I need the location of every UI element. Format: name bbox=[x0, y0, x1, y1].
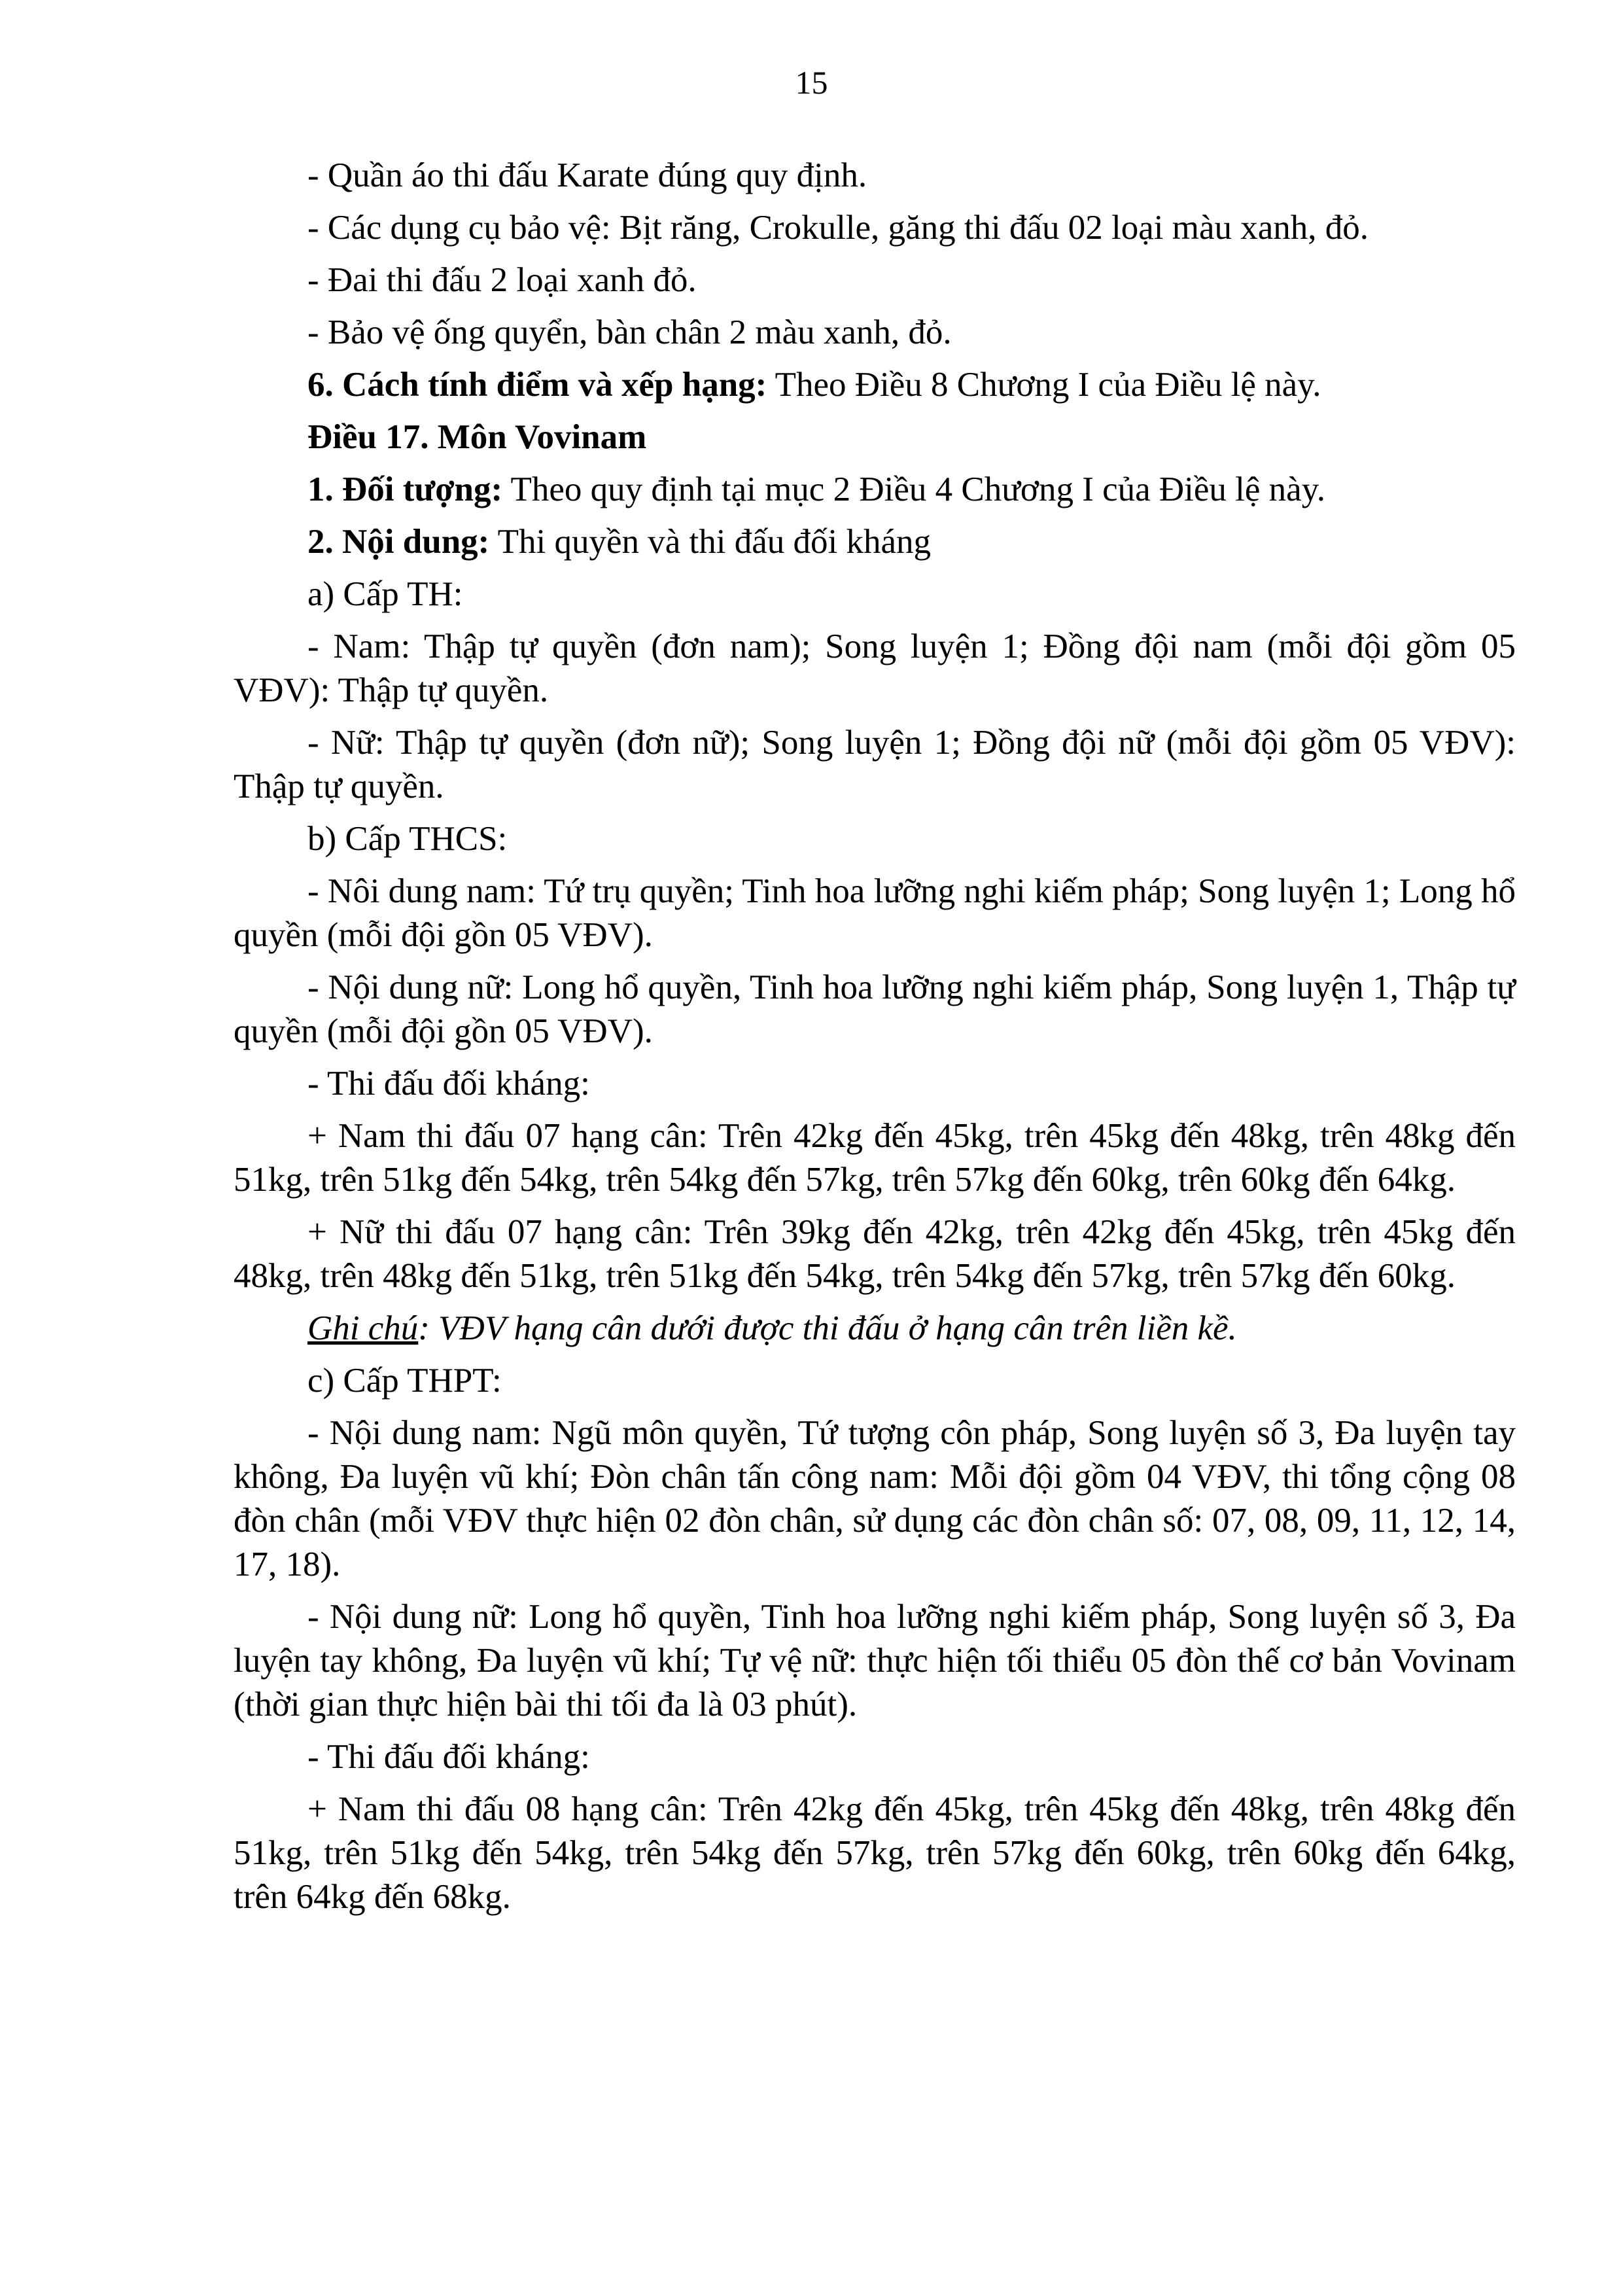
note-text: : VĐV hạng cân dưới được thi đấu ở hạng cân trên liền kề. bbox=[418, 1309, 1237, 1347]
level-item: - Nội dung nữ: Long hổ quyền, Tinh hoa lưỡng nghi kiếm pháp, Song luyện số 3, Đa luyện tay không, Đa luyện vũ khí; Tự vệ nữ: thực hiện tối thiểu 05 đòn thế cơ bản Vovinam (thời gian thực hiện bài thi tối đa là 03 phút). bbox=[234, 1598, 1516, 1723]
level-item: - Nam: Thập tự quyền (đơn nam); Song luyện 1; Đồng đội nam (mỗi đội gồm 05 VĐV): Thập tự quyền. bbox=[234, 627, 1516, 709]
document-body bbox=[234, 154, 1516, 1919]
note-label: Ghi chú bbox=[307, 1309, 419, 1347]
level-item: - Nội dung nữ: Long hổ quyền, Tinh hoa lưỡng nghi kiếm pháp, Song luyện 1, Thập tự quyền (mỗi đội gồn 05 VĐV). bbox=[234, 968, 1516, 1050]
level-item: - Nữ: Thập tự quyền (đơn nữ); Song luyện 1; Đồng đội nữ (mỗi đội gồm 05 VĐV): Thập tự quyền. bbox=[234, 724, 1516, 805]
level-heading: a) Cấp TH: bbox=[307, 575, 463, 613]
subjects-paragraph bbox=[234, 468, 1516, 512]
subjects-heading: 1. Đối tượng: bbox=[307, 470, 503, 508]
equipment-item: - Bảo vệ ống quyển, bàn chân 2 màu xanh, đỏ. bbox=[307, 313, 952, 351]
scoring-paragraph bbox=[234, 363, 1516, 407]
article-heading bbox=[234, 415, 1516, 459]
equipment-item: - Các dụng cụ bảo vệ: Bịt răng, Crokulle, găng thi đấu 02 loại màu xanh, đỏ. bbox=[307, 209, 1369, 247]
note-paragraph bbox=[234, 1307, 1516, 1351]
content-paragraph bbox=[234, 520, 1516, 564]
weight-class-list: + Nữ thi đấu 07 hạng cân: Trên 39kg đến 42kg, trên 42kg đến 45kg, trên 45kg đến 48kg, trên 48kg đến 51kg, trên 51kg đến 54kg, trên 54kg đến 57kg, trên 57kg đến 60kg. bbox=[234, 1213, 1516, 1295]
combat-heading: - Thi đấu đối kháng: bbox=[307, 1738, 590, 1776]
level-heading: b) Cấp THCS: bbox=[307, 820, 508, 858]
scoring-text: Theo Điều 8 Chương I của Điều lệ này. bbox=[767, 366, 1321, 404]
weight-class-list: + Nam thi đấu 08 hạng cân: Trên 42kg đến 45kg, trên 45kg đến 48kg, trên 48kg đến 51kg, trên 51kg đến 54kg, trên 54kg đến 57kg, trên 57kg đến 60kg, trên 60kg đến 64kg, trên 64kg đến 68kg. bbox=[234, 1790, 1516, 1916]
level-heading: c) Cấp THPT: bbox=[307, 1362, 502, 1400]
level-item: - Nội dung nam: Ngũ môn quyền, Tứ tượng côn pháp, Song luyện số 3, Đa luyện tay không, Đa luyện vũ khí; Đòn chân tấn công nam: Mỗi đội gồm 04 VĐV, thi tổng cộng 08 đòn chân (mỗi VĐV thực hiện 02 đòn chân, sử dụng các đòn chân số: 07, 08, 09, 11, 12, 14, 17, 18). bbox=[234, 1414, 1516, 1583]
weight-class-list: + Nam thi đấu 07 hạng cân: Trên 42kg đến 45kg, trên 45kg đến 48kg, trên 48kg đến 51kg, trên 51kg đến 54kg, trên 54kg đến 57kg, trên 57kg đến 60kg, trên 60kg đến 64kg. bbox=[234, 1117, 1516, 1199]
page-number: 15 bbox=[795, 64, 828, 101]
article-17-title: Điều 17. Môn Vovinam bbox=[307, 418, 647, 456]
equipment-item: - Quần áo thi đấu Karate đúng quy định. bbox=[307, 156, 867, 194]
equipment-item: - Đai thi đấu 2 loại xanh đỏ. bbox=[307, 261, 697, 299]
scoring-heading: 6. Cách tính điểm và xếp hạng: bbox=[307, 366, 767, 404]
content-text: Thi quyền và thi đấu đối kháng bbox=[489, 523, 931, 561]
level-item: - Nôi dung nam: Tứ trụ quyền; Tinh hoa lưỡng nghi kiếm pháp; Song luyện 1; Long hổ quyền (mỗi đội gồn 05 VĐV). bbox=[234, 872, 1516, 954]
subjects-text: Theo quy định tại mục 2 Điều 4 Chương I của Điều lệ này. bbox=[502, 470, 1326, 508]
content-heading: 2. Nội dung: bbox=[307, 523, 490, 561]
combat-heading: - Thi đấu đối kháng: bbox=[307, 1065, 590, 1103]
